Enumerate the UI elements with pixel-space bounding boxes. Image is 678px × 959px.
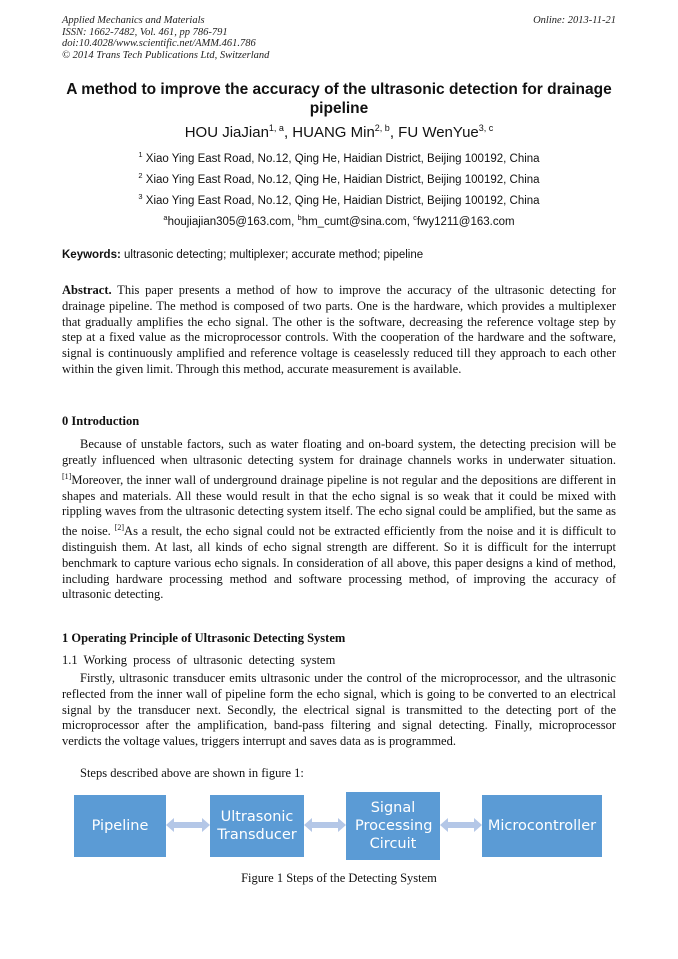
- author-sup: 1, a: [268, 123, 284, 133]
- author-sep: ,: [389, 124, 399, 141]
- affiliation: [62, 150, 616, 165]
- email-link[interactable]: fwy1211@163.com: [416, 215, 515, 228]
- diagram-box-pipeline: Pipeline: [74, 795, 166, 857]
- keywords-text: ultrasonic detecting; multiplexer; accurate method; pipeline: [120, 249, 424, 261]
- intro-text: As a result, the echo signal could not be extracted efficiently from the noise and it is difficult to distinguish them. At last, all kinds of echo signal strength are different. So it is difficult for the interrupt benchmark to capture various echo signals. In consideration of all above, this paper designs a kind of method, including hardware processing method and software processing method, of improving the accuracy of ultrasonic detecting.: [62, 524, 616, 602]
- section-heading-intro: 0 Introduction: [62, 414, 140, 428]
- affiliation: [62, 171, 616, 186]
- email-link[interactable]: houjiajian305@163.com: [167, 215, 292, 228]
- issn-line: ISSN: 1662-7482, Vol. 461, pp 786-791: [62, 26, 228, 38]
- intro-paragraph: [62, 437, 616, 603]
- email-sep: ,: [406, 215, 414, 228]
- keywords: [62, 249, 616, 261]
- author-name: HUANG Min: [292, 124, 375, 141]
- keywords-label: Keywords:: [62, 249, 121, 261]
- journal-meta: [62, 15, 269, 61]
- email-sep: ,: [291, 215, 298, 228]
- email-line: [62, 213, 616, 228]
- doi-line: doi:10.4028/www.scientific.net/AMM.461.786: [62, 38, 256, 50]
- intro-text: Because of unstable factors, such as water floating and on-board system, the detecting precision will be greatly influenced when ultrasonic detecting system for drainage channels works in underwater situation.: [62, 437, 616, 467]
- intro-text: Moreover, the inner wall of underground drainage pipeline is not regular and the depositions are different in shapes and materials. All these would result in that the echo signal is so weak that it could be mixed with rippling waves from the ultrasonic detecting system itself. The echo signal could be amplified, but the same as the noise.: [62, 472, 616, 539]
- author-sep: ,: [283, 124, 293, 141]
- subsection-heading-1-1: 1.1 Working process of ultrasonic detecting system: [62, 653, 336, 667]
- email-sup: b: [297, 213, 302, 222]
- double-arrow-icon: [440, 818, 482, 832]
- email-sup: c: [413, 213, 417, 222]
- affiliation-num: 1: [138, 150, 143, 159]
- author-line: [62, 123, 616, 141]
- double-arrow-icon: [304, 818, 346, 832]
- journal-name: Applied Mechanics and Materials: [62, 15, 205, 26]
- citation-ref[interactable]: [2]: [114, 523, 125, 533]
- diagram-box-transducer: [210, 795, 304, 857]
- online-date: Online: 2013-11-21: [533, 15, 616, 26]
- affiliation: [62, 192, 616, 207]
- abstract-label: Abstract.: [62, 283, 112, 297]
- figure-1-caption: Figure 1 Steps of the Detecting System: [241, 871, 437, 885]
- author-sup: 2, b: [374, 123, 390, 133]
- diagram-box-label: Signal Processing Circuit: [355, 800, 433, 852]
- section-heading-1: 1 Operating Principle of Ultrasonic Detecting System: [62, 631, 346, 645]
- affiliation-num: 3: [138, 192, 143, 201]
- affiliation-num: 2: [138, 171, 143, 180]
- affiliation-text: Xiao Ying East Road, No.12, Qing He, Haidian District, Beijing 100192, China: [145, 194, 540, 207]
- affiliation-text: Xiao Ying East Road, No.12, Qing He, Haidian District, Beijing 100192, China: [145, 152, 540, 165]
- email-sup: a: [163, 213, 168, 222]
- diagram-box-label: Ultrasonic Transducer: [217, 809, 297, 843]
- diagram-box-microcontroller: Microcontroller: [482, 795, 602, 857]
- figure-1-diagram: [74, 792, 614, 862]
- citation-ref[interactable]: [1]: [62, 471, 72, 481]
- email-link[interactable]: hm_cumt@sina.com: [301, 215, 407, 228]
- affiliation-text: Xiao Ying East Road, No.12, Qing He, Haidian District, Beijing 100192, China: [145, 173, 540, 186]
- section-paragraph: Firstly, ultrasonic transducer emits ultrasonic under the control of the microprocessor, and the ultrasonic reflected from the inner wall of pipeline form the echo signal, which is going to be converted to an electrical signal by the transducer next. Secondly, the electrical signal is transmitted to the detecting port of the microprocessor after the amplification, band-pass filtering and signal detecting. Finally, microprocessor verdicts the voltage values, triggers interrupt and saves data as is programmed.: [62, 671, 616, 749]
- author-sup: 3, c: [478, 123, 494, 133]
- diagram-box-signal-processing: [346, 792, 440, 860]
- abstract: [62, 283, 616, 378]
- double-arrow-icon: [166, 818, 210, 832]
- copyright-line: © 2014 Trans Tech Publications Ltd, Switzerland: [62, 49, 270, 61]
- steps-text: Steps described above are shown in figure 1:: [80, 766, 304, 780]
- author-name: HOU JiaJian: [184, 124, 269, 141]
- paper-title: A method to improve the accuracy of the ultrasonic detection for drainage pipeline: [66, 81, 612, 117]
- author-name: FU WenYue: [398, 124, 479, 141]
- abstract-text: This paper presents a method of how to improve the accuracy of the ultrasonic detecting for drainage pipeline. The method is composed of two parts. One is the hardware, which provides a multiplexer that gradually amplifies the echo signal. The other is the software, decreasing the reference voltage step by step at a fixed value as the microprocessor controls. With the cooperation of the hardware and the software, signal is continuously amplified and reference voltage is ceaselessly reduced till they approach to each other within the given limit. Through this method, accurate measurement is available.: [62, 283, 616, 376]
